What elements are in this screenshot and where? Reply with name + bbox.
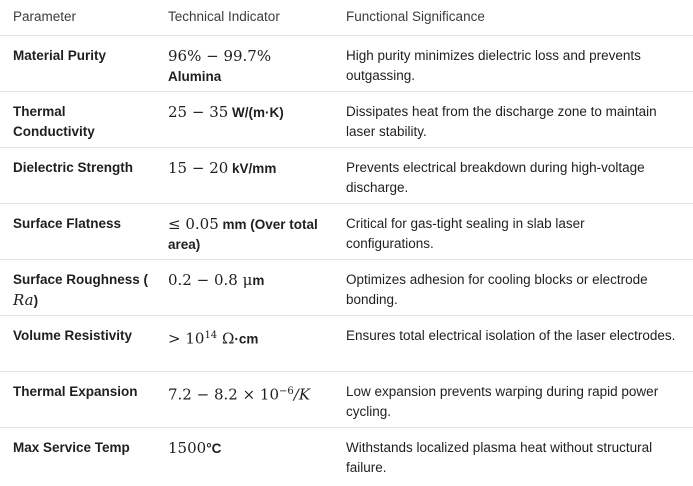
indicator-exponent: 14 [204, 330, 218, 341]
indicator-value: 1500 [168, 439, 207, 457]
parameter-cell: Dielectric Strength [13, 160, 134, 175]
parameter-cell [0, 270, 168, 311]
parameter-tail: ) [33, 293, 39, 308]
indicator-value: > 10 [168, 329, 205, 348]
indicator-value-2: Ω [217, 329, 235, 348]
significance-cell: High purity minimizes dielectric loss and prevents outgassing. [346, 48, 641, 83]
indicator-value: 7.2 − 8.2 × 10 [168, 385, 280, 404]
indicator-unit: mm (Over total area) [168, 217, 318, 252]
indicator-value: ≤ 0.05 [168, 215, 219, 233]
significance-cell: Critical for gas-tight sealing in slab laser configurations. [346, 216, 585, 251]
indicator-cell [168, 46, 346, 87]
indicator-value: 96% − 99.7% [168, 47, 272, 65]
table-row [0, 148, 693, 204]
indicator-cell [168, 158, 346, 179]
parameter-label: Surface Roughness ( [13, 272, 149, 287]
indicator-value-2: /K [293, 385, 311, 404]
table-row [0, 372, 693, 428]
table-row [0, 36, 693, 92]
header-indicator: Technical Indicator [168, 9, 280, 24]
significance-cell: Ensures total electrical isolation of the laser electrodes. [346, 328, 676, 343]
indicator-cell [168, 382, 346, 406]
header-parameter: Parameter [13, 9, 77, 24]
indicator-unit: Alumina [168, 69, 222, 84]
table-row [0, 428, 693, 484]
significance-cell: Optimizes adhesion for cooling blocks or electrode bonding. [346, 272, 648, 307]
parameter-cell: Thermal Conductivity [13, 104, 95, 139]
indicator-unit: °C [206, 441, 222, 456]
indicator-cell [168, 270, 346, 291]
significance-cell: Withstands localized plasma heat without structural failure. [346, 440, 653, 475]
parameter-cell: Thermal Expansion [13, 384, 138, 399]
significance-cell: Dissipates heat from the discharge zone to maintain laser stability. [346, 104, 657, 139]
table-row [0, 204, 693, 260]
table-row [0, 260, 693, 316]
indicator-exponent: −6 [279, 386, 294, 397]
indicator-cell [168, 102, 346, 123]
indicator-value: 15 − 20 [168, 159, 229, 177]
indicator-unit: kV/mm [232, 161, 277, 176]
indicator-cell [168, 214, 346, 255]
parameter-symbol: Ra [13, 291, 34, 309]
table-row [0, 92, 693, 148]
indicator-value: 25 − 35 [168, 103, 229, 121]
indicator-unit: W/(m·K) [232, 105, 284, 120]
header-significance: Functional Significance [346, 9, 485, 24]
indicator-cell [168, 438, 346, 459]
table-header-row [0, 0, 693, 36]
parameter-cell: Max Service Temp [13, 440, 130, 455]
table-row [0, 316, 693, 372]
parameter-cell: Surface Flatness [13, 216, 122, 231]
parameter-cell: Volume Resistivity [13, 328, 133, 343]
indicator-value: 0.2 − 0.8 μ [168, 271, 253, 289]
significance-cell: Prevents electrical breakdown during high-voltage discharge. [346, 160, 645, 195]
indicator-cell [168, 326, 346, 350]
indicator-unit: m [252, 273, 265, 288]
indicator-unit: ·cm [234, 331, 259, 347]
significance-cell: Low expansion prevents warping during rapid power cycling. [346, 384, 659, 419]
parameter-cell: Material Purity [13, 48, 107, 63]
